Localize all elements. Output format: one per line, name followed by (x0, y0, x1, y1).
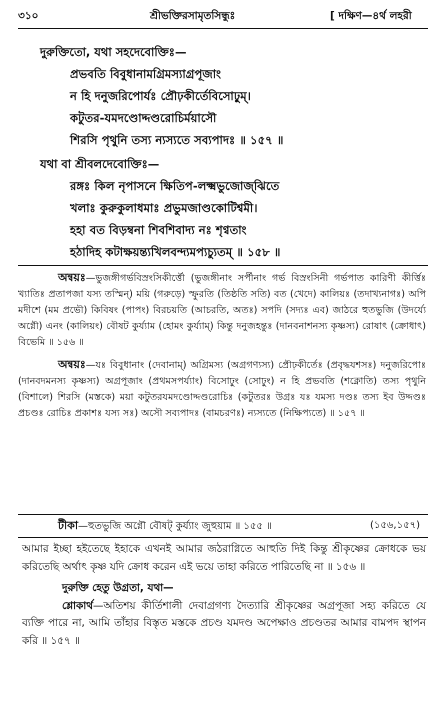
section-rule (18, 265, 428, 266)
header-rule (18, 28, 428, 29)
bengali-translation (22, 541, 426, 650)
verse-intro-158: যথা বা শ্রীবলদেবোক্তিঃ— (40, 157, 160, 171)
tika-top-rule (18, 514, 428, 515)
sloka-label: শ্লোকার্থ (62, 599, 94, 612)
tika-label: টীকা (58, 519, 79, 532)
anvaya-157 (18, 357, 426, 422)
tika-text: —হুতভুজি অগ্নৌ বৌষট্‌ কুর্য্যাং জুহুয়াম ॥ ১৫৫ ॥ (78, 521, 272, 532)
verse-line: খলাঃ কুরুকুলাধমাঃ প্রভুমজাণ্ডকোটিশ্বমী। (70, 201, 258, 215)
verse-line: প্রভবতি বিবুধানামগ্রিমস্যাগ্রপূজাং (70, 67, 222, 81)
book-title: শ্রীভক্তিরসামৃতসিন্ধুঃ (150, 10, 236, 22)
anvaya-text: —যঃ বিবুধানাং (দেবানাম্) অগ্রিমস্য (অগ্রগণ্যস্য) প্রৌঢ়কীর্তেঃ (প্রবৃদ্ধযশসঃ) দনুজরিপোঃ (দানবদমনস্য কৃষ্ণস্য) অগ্রপূজাং (প্রথমসপর্য্যাং) বিসোঢ়ুং (সোঢ়ুং) ন হি প্রভবতি (শক্নোতি) তস্য পৃথুনি (বিশালে) শিরসি (মস্তকে) ময়া কটুতরযমদণ্ডোদ্দণ্ডরোচিঃ (কটুতরঃ উগ্রঃ যঃ যমস্য দণ্ডঃ তস্য ইব উদ্দণ্ডঃ প্রচণ্ডঃ রোচিঃ প্রকাশঃ যস্য সঃ) অসৌ সব্যপাদঃ (বামচরণঃ) ন্যস্যতে (নিক্ষিপ্যতে) ॥ ১৫৭ ॥ (18, 360, 426, 419)
verse-line: হহা বত বিড়ম্বনা শিবশিবাদ্য নঃ শৃণ্বতাং (70, 223, 247, 237)
tika-bottom-rule (18, 537, 428, 538)
anvaya-text: —ভুজঙ্গীগর্ভবিস্রংসিকীর্ত্তৌ (ভুজঙ্গীনাং সর্পীনাং গর্ভ বিস্রংসিনী গর্ভপাত কারিণী কীর্ত্তিঃ খ্যাতিঃ প্রতাপজা যস্য তস্মিন্‌) ময়ি (গরুড়ে) স্ফুরতি (তিষ্ঠতি সতি) বত (খেদে) কালিয়ঃ (তদাখ্যনাগঃ) অপি মদীশে (মম প্রভৌ) কিবিষং (পাপং) বিরচয়তি (আচরতি, অতঃ) সপদি (সদ্যঃ এব) জাঠরে হুতভুজি (উদর্য্যে অগ্নৌ) এনং (কালিয়ং) বৌষট কুর্য্যাম (হোমং কুর্য্যাম্) কিন্তু দনুজহন্তুঃ (দানবনাশনস্য কৃষ্ণস্য) রোষাৎ (ক্রোধাৎ) বিভেমি ॥ ১৫৬ ॥ (18, 273, 426, 348)
tika-row (18, 517, 426, 535)
verse-line: হঠাদিহ কটাক্ষয়ন্ত্যখিলবন্দ্যমপ্যচ্যুতম্ ॥ ১৫৮ ॥ (70, 245, 281, 259)
commentary-block (18, 270, 426, 422)
section-title: [ দক্ষিণ—৪র্থ লহরী (330, 10, 412, 22)
translation-156: আমার ইচ্ছা হইতেছে ইহাকে এখনই আমার জঠরাগ্নিতে আহুতি দিই কিন্তু শ্রীকৃষ্ণের ক্রোধকে ভয় করিতেছি অর্থাৎ কৃষ্ণ যদি ক্রোধ করেন এই ভয়ে তাহা করিতে পারিতেছি না ॥ ১৫৬ ॥ (22, 543, 426, 573)
verse-line: শিরসি পৃথুনি তস্য ন্যস্যতে সব্যপাদঃ ॥ ১৫৭ ॥ (70, 133, 284, 147)
anvaya-156 (18, 270, 426, 351)
page-number: ৩১০ (18, 10, 39, 22)
verse-line: ন হি দনুজরিপোর্যঃ প্রৌঢ়কীর্তেবিসোঢ়ুম্। (70, 89, 251, 103)
verse-line: কটুতর-যমদণ্ডোদ্দণ্ডরোচির্ময়াসৌ (70, 111, 217, 125)
tika-ref: (১৫৬,১৫৭) (370, 520, 420, 531)
anvaya-label: অন্বয়ঃ (58, 358, 86, 371)
translation-heading: দুরুক্তি হেতু উগ্রতা, যথা— (62, 582, 174, 594)
translation-157 (22, 598, 426, 651)
sloka-text: —অতিশয় কীর্তিশালী দেবাগ্রগণ্য দৈত্যারি শ্রীকৃষ্ণের অগ্রপূজা সহ্য করিতে যে ব্যক্তি পারে না, আমি তাঁহার বিস্তৃত মস্তকে প্রচণ্ড যমদণ্ড অপেক্ষাও প্রচণ্ডতর আমার বামপদ স্থাপন করি ॥ ১৫৭ ॥ (22, 599, 426, 647)
verse-intro-157: দুরুক্তিতো, যথা সহদেবোক্তিঃ— (40, 45, 187, 59)
anvaya-label: অন্বয়ঃ (58, 271, 86, 284)
verse-line: রঙ্গঃ কিল নৃপাসনে ক্ষিতিপ-লক্ষ্মভুজোজ্‌ঝিতে (70, 179, 280, 193)
